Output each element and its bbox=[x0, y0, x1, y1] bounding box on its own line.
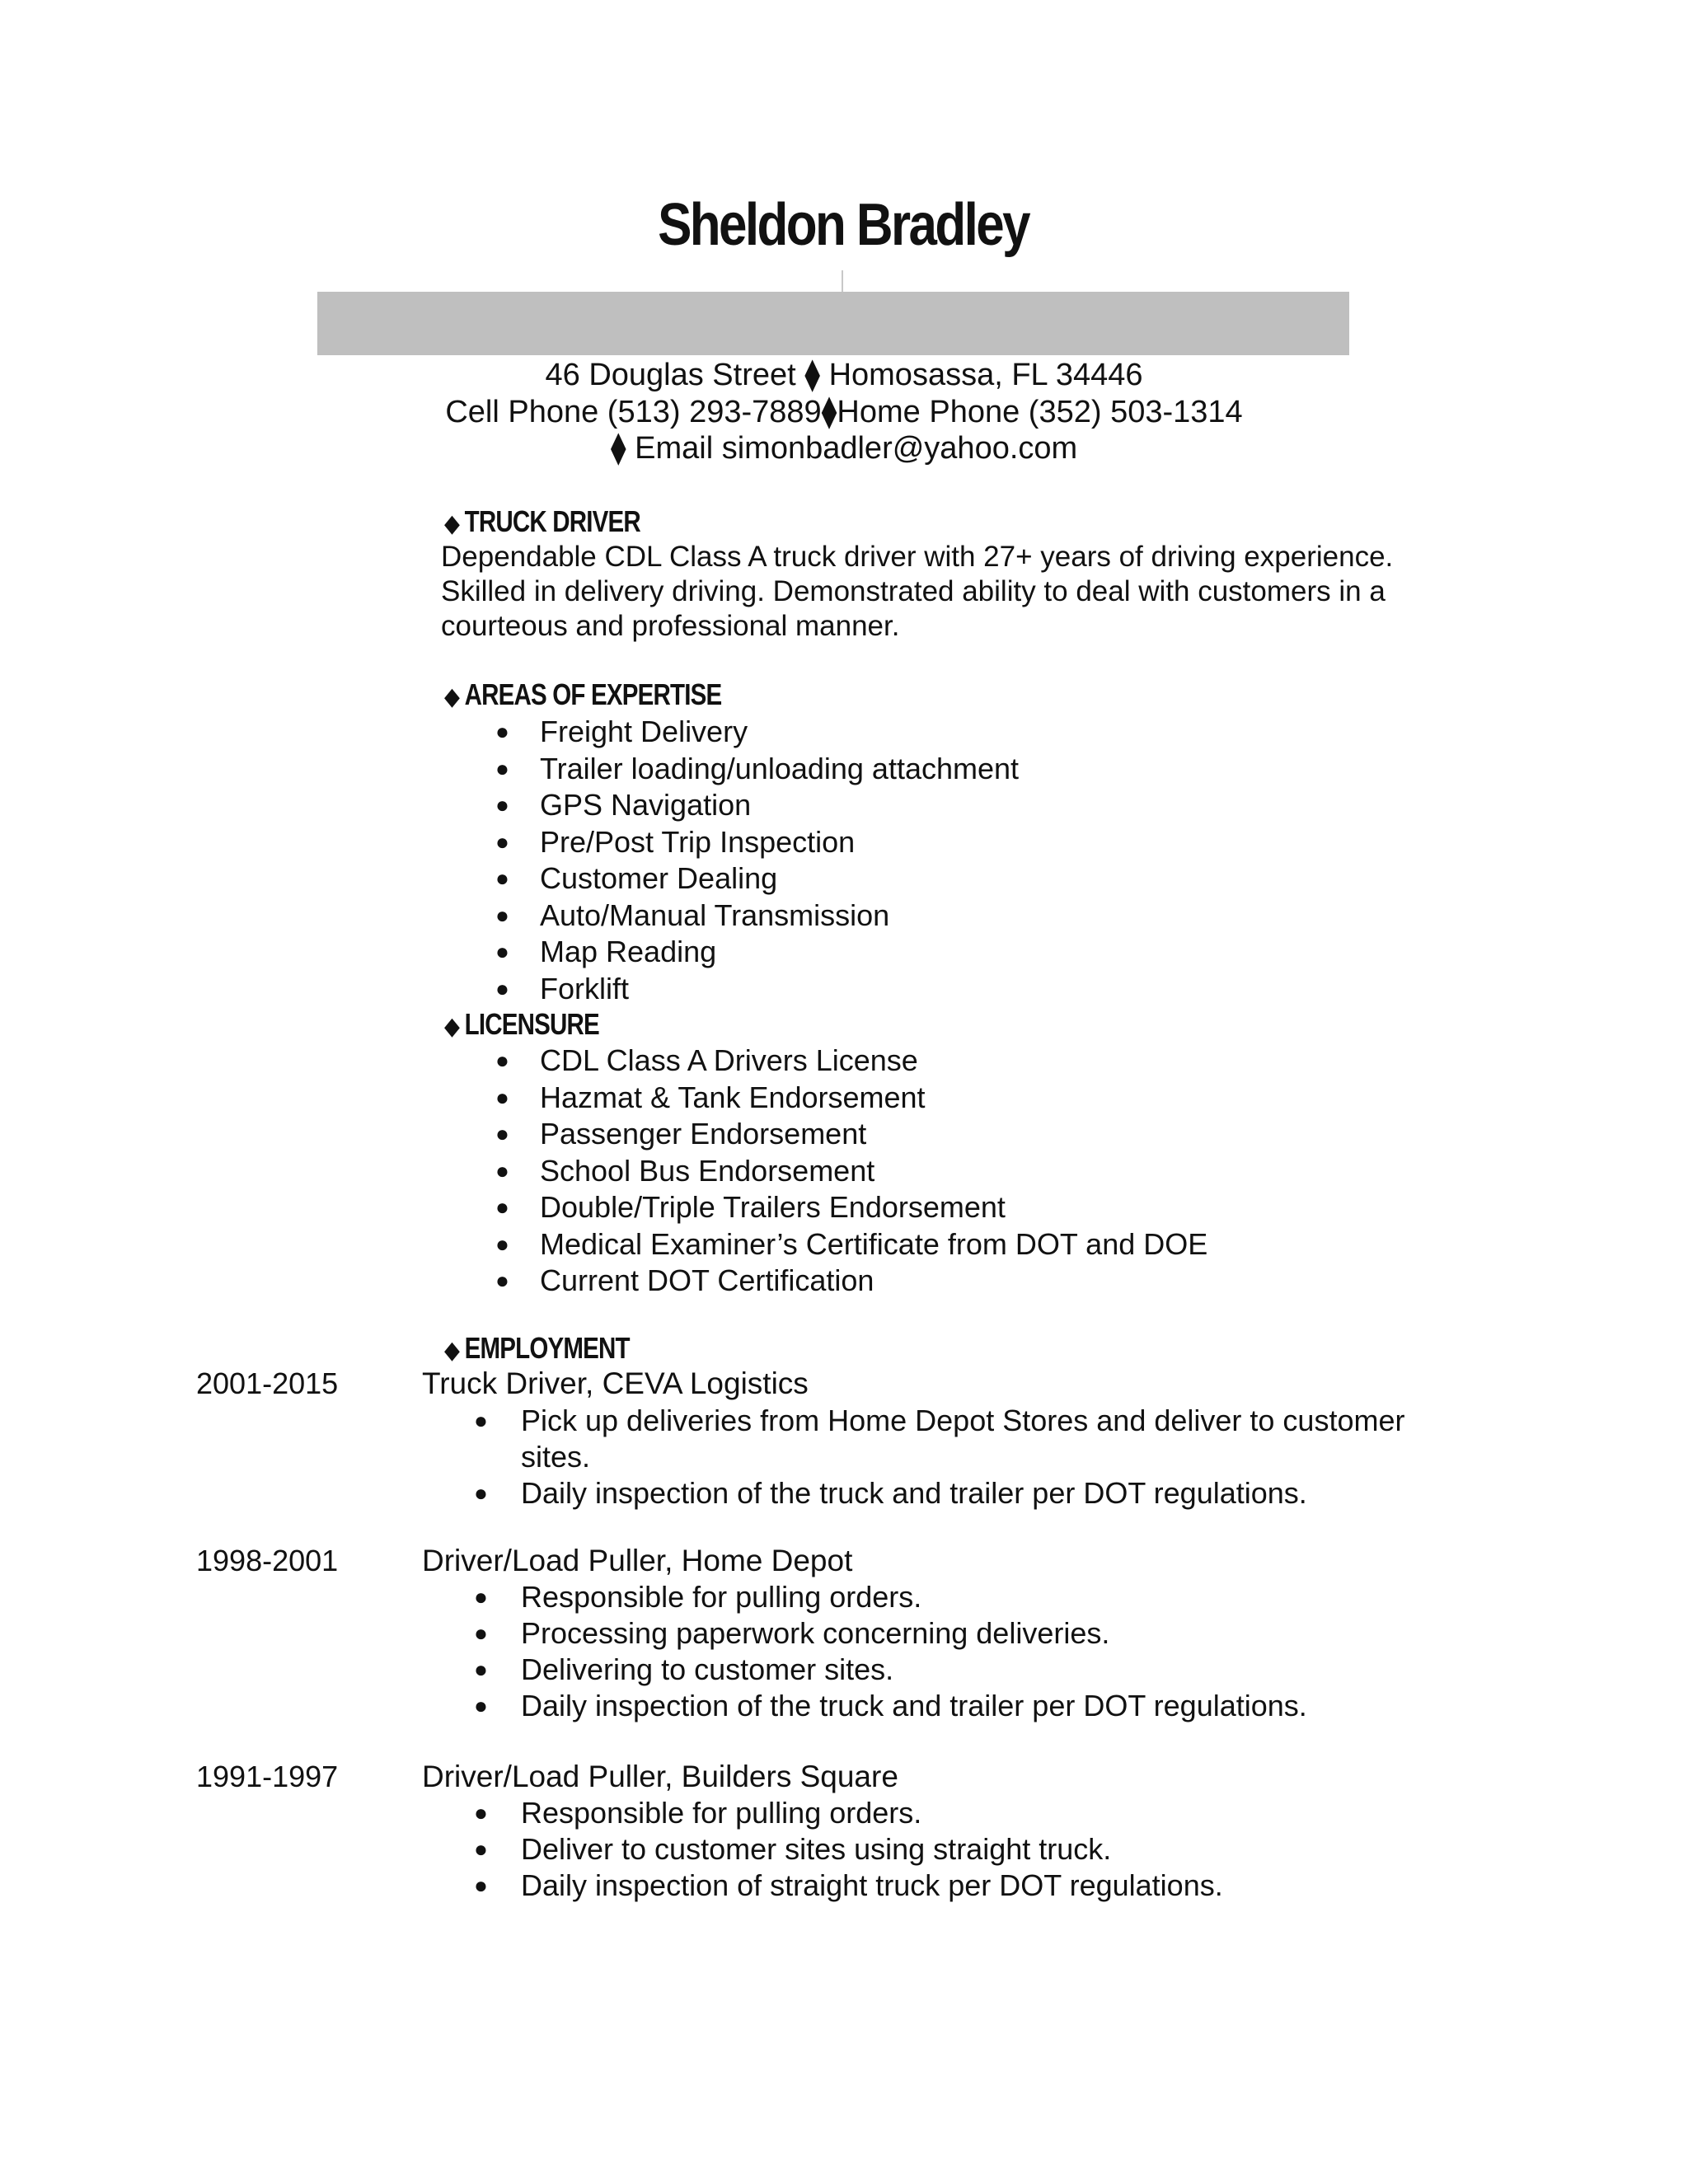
job-duties bbox=[474, 1579, 1444, 1724]
list-item: ● Responsible for pulling orders. bbox=[474, 1796, 922, 1830]
list-item: ● Trailer loading/unloading attachment bbox=[540, 751, 1019, 788]
summary-line: courteous and professional manner. bbox=[441, 610, 900, 642]
list-item: ● Freight Delivery bbox=[540, 714, 1019, 751]
bullet-icon: ● bbox=[495, 792, 509, 818]
bullet-icon: ● bbox=[474, 1872, 488, 1898]
diamond-icon: ◆ bbox=[444, 1013, 460, 1040]
bullet-icon: ● bbox=[495, 1047, 509, 1073]
list-item: ● Auto/Manual Transmission bbox=[540, 898, 1019, 935]
bullet-icon: ● bbox=[495, 1230, 509, 1257]
diamond-icon: ◆ bbox=[444, 683, 460, 710]
list-item: ● Daily inspection of the truck and trailer per DOT regulations. bbox=[474, 1689, 1307, 1722]
address-line: 46 Douglas Street ⧫ Homosassa, FL 34446 bbox=[545, 358, 1143, 392]
bullet-icon: ● bbox=[495, 1194, 509, 1220]
list-item: ● Forklift bbox=[540, 971, 1019, 1008]
bullet-icon: ● bbox=[474, 1657, 488, 1682]
job-duties bbox=[474, 1403, 1444, 1511]
job-years: 1991-1997 bbox=[196, 1760, 339, 1793]
list-item: ● Responsible for pulling orders. bbox=[474, 1580, 922, 1614]
job-years: 1998-2001 bbox=[196, 1544, 339, 1577]
summary-paragraph bbox=[441, 540, 1455, 644]
list-item: ● Pick up deliveries from Home Depot Stores and deliver to customer sites. bbox=[474, 1404, 1405, 1474]
job-years: 2001-2015 bbox=[196, 1366, 339, 1400]
job-title: Driver/Load Puller, Home Depot bbox=[422, 1544, 853, 1577]
bullet-icon: ● bbox=[495, 939, 509, 964]
bullet-icon: ● bbox=[474, 1584, 488, 1610]
list-item: ● Hazmat & Tank Endorsement bbox=[540, 1080, 1207, 1117]
phone-line: Cell Phone (513) 293-7889⧫Home Phone (352) 503-1314 bbox=[445, 395, 1243, 429]
bullet-icon: ● bbox=[474, 1693, 488, 1718]
section-heading-expertise: ◆ AREAS OF EXPERTISE bbox=[444, 677, 722, 711]
list-item: ● School Bus Endorsement bbox=[540, 1153, 1207, 1190]
list-item: ● Customer Dealing bbox=[540, 860, 1019, 898]
list-item: ● Current DOT Certification bbox=[540, 1263, 1207, 1300]
bullet-icon: ● bbox=[495, 1157, 509, 1183]
list-item: ● Double/Triple Trailers Endorsement bbox=[540, 1189, 1207, 1226]
bullet-icon: ● bbox=[495, 1121, 509, 1146]
bullet-icon: ● bbox=[495, 719, 509, 744]
list-item: ● Deliver to customer sites using straight truck. bbox=[474, 1832, 1112, 1866]
bullet-icon: ● bbox=[495, 865, 509, 891]
header-bar bbox=[317, 292, 1349, 355]
bullet-icon: ● bbox=[474, 1480, 488, 1506]
diamond-icon: ◆ bbox=[444, 1337, 460, 1364]
section-heading-employment: ◆ EMPLOYMENT bbox=[444, 1331, 630, 1365]
bullet-icon: ● bbox=[495, 902, 509, 928]
expertise-list bbox=[495, 714, 1020, 1007]
licensure-list bbox=[495, 1043, 1208, 1300]
list-item: ● Medical Examiner’s Certificate from DOT and DOE bbox=[540, 1226, 1207, 1263]
bullet-icon: ● bbox=[495, 975, 509, 1001]
job-title: Truck Driver, CEVA Logistics bbox=[422, 1366, 809, 1400]
summary-line: Skilled in delivery driving. Demonstrated ability to deal with customers in a bbox=[441, 575, 1386, 607]
resume-name: Sheldon Bradley bbox=[658, 192, 1029, 258]
bullet-icon: ● bbox=[474, 1620, 488, 1646]
summary-line: Dependable CDL Class A truck driver with 27+ years of driving experience. bbox=[441, 541, 1394, 573]
list-item: ● CDL Class A Drivers License bbox=[540, 1043, 1207, 1080]
bullet-icon: ● bbox=[495, 828, 509, 855]
list-item: ● Daily inspection of straight truck per DOT regulations. bbox=[474, 1868, 1223, 1902]
list-item: ● GPS Navigation bbox=[540, 787, 1019, 824]
list-item: ● Processing paperwork concerning deliveries. bbox=[474, 1616, 1110, 1650]
job-duties bbox=[474, 1795, 1444, 1904]
list-item: ● Delivering to customer sites. bbox=[474, 1652, 894, 1686]
list-item: ● Pre/Post Trip Inspection bbox=[540, 824, 1019, 861]
list-item: ● Passenger Endorsement bbox=[540, 1116, 1207, 1153]
divider-tick bbox=[842, 270, 843, 292]
list-item: ● Daily inspection of the truck and trailer per DOT regulations. bbox=[474, 1476, 1307, 1510]
list-item: ● Map Reading bbox=[540, 934, 1019, 971]
bullet-icon: ● bbox=[474, 1836, 488, 1862]
bullet-icon: ● bbox=[495, 755, 509, 781]
bullet-icon: ● bbox=[474, 1408, 488, 1433]
section-heading-licensure: ◆ LICENSURE bbox=[444, 1007, 599, 1041]
email-line: ⧫ Email simonbadler@yahoo.com bbox=[610, 431, 1078, 466]
bullet-icon: ● bbox=[495, 1268, 509, 1293]
job-title: Driver/Load Puller, Builders Square bbox=[422, 1760, 898, 1793]
section-heading-truck-driver: ◆ TRUCK DRIVER bbox=[444, 504, 640, 538]
bullet-icon: ● bbox=[495, 1084, 509, 1110]
bullet-icon: ● bbox=[474, 1800, 488, 1825]
diamond-icon: ◆ bbox=[444, 510, 460, 537]
